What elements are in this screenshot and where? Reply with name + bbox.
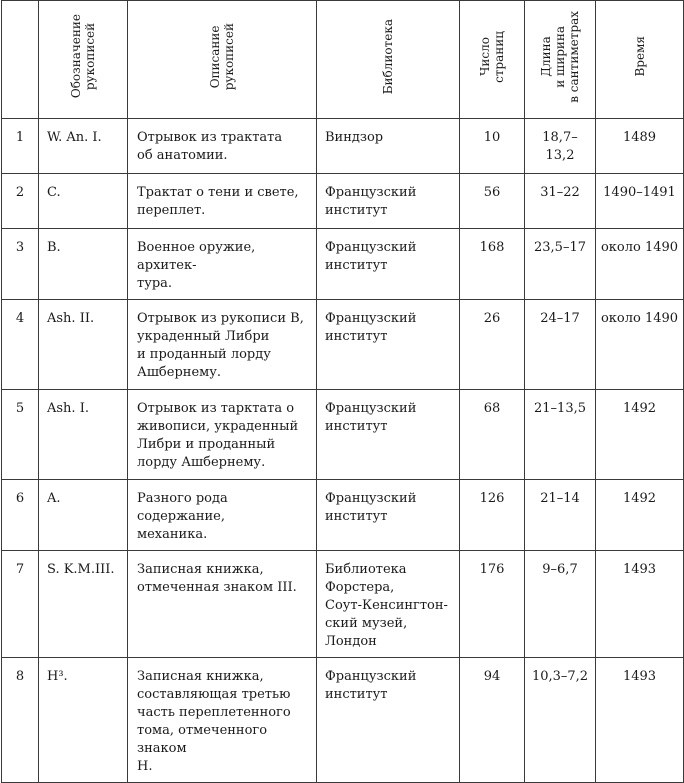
manuscript-description: Трактат о тени и свете, переплет. xyxy=(128,174,317,229)
table-row xyxy=(2,658,684,783)
manuscript-library: Французский институт xyxy=(317,658,460,783)
manuscript-library: Французский институт xyxy=(317,480,460,551)
manuscript-pages: 176 xyxy=(460,551,525,658)
manuscript-date: около 1490 xyxy=(596,229,684,300)
manuscript-library: Французский институт xyxy=(317,229,460,300)
manuscript-pages: 10 xyxy=(460,119,525,174)
manuscript-pages: 26 xyxy=(460,300,525,390)
row-number: 7 xyxy=(2,551,39,658)
manuscript-description: Военное оружие, архитек- тура. xyxy=(128,229,317,300)
manuscript-size: 31–22 xyxy=(525,174,596,229)
manuscript-description: Отрывок из тарктата о живописи, украденный Либри и проданный лорду Ашбернему. xyxy=(128,390,317,480)
header-library: Библиотека xyxy=(317,1,460,119)
table-row xyxy=(2,119,684,174)
table-row xyxy=(2,480,684,551)
manuscript-description: Записная книжка, составляющая третью часть переплетенного тома, отмеченного знаком H. xyxy=(128,658,317,783)
manuscript-code: Ash. I. xyxy=(39,390,128,480)
row-number: 6 xyxy=(2,480,39,551)
row-number: 1 xyxy=(2,119,39,174)
manuscript-size: 23,5–17 xyxy=(525,229,596,300)
manuscript-description: Разного рода содержание, механика. xyxy=(128,480,317,551)
manuscript-library: Французский институт xyxy=(317,390,460,480)
manuscript-library: Французский институт xyxy=(317,174,460,229)
manuscript-code: S. K.M.III. xyxy=(39,551,128,658)
manuscript-pages: 168 xyxy=(460,229,525,300)
manuscript-size: 10,3–7,2 xyxy=(525,658,596,783)
header-pages: Число страниц xyxy=(460,1,525,119)
manuscript-description: Отрывок из трактата об анатомии. xyxy=(128,119,317,174)
manuscript-code: C. xyxy=(39,174,128,229)
manuscript-code: A. xyxy=(39,480,128,551)
table-row xyxy=(2,300,684,390)
manuscript-code: Ash. II. xyxy=(39,300,128,390)
header-num xyxy=(2,1,39,119)
row-number: 4 xyxy=(2,300,39,390)
manuscript-date: 1492 xyxy=(596,390,684,480)
header-code: Обозначение рукописей xyxy=(39,1,128,119)
manuscript-pages: 56 xyxy=(460,174,525,229)
manuscript-library: Виндзор xyxy=(317,119,460,174)
table-row xyxy=(2,229,684,300)
manuscripts-table xyxy=(1,0,684,783)
manuscript-code: W. An. I. xyxy=(39,119,128,174)
row-number: 2 xyxy=(2,174,39,229)
table-row xyxy=(2,174,684,229)
header-date: Время xyxy=(596,1,684,119)
manuscript-size: 9–6,7 xyxy=(525,551,596,658)
manuscript-pages: 94 xyxy=(460,658,525,783)
manuscript-code: H³. xyxy=(39,658,128,783)
manuscript-date: 1489 xyxy=(596,119,684,174)
manuscript-date: 1492 xyxy=(596,480,684,551)
header-row xyxy=(2,1,684,119)
manuscript-date: 1493 xyxy=(596,658,684,783)
manuscript-size: 21–13,5 xyxy=(525,390,596,480)
manuscript-size: 21–14 xyxy=(525,480,596,551)
table-row xyxy=(2,390,684,480)
manuscript-code: B. xyxy=(39,229,128,300)
row-number: 3 xyxy=(2,229,39,300)
row-number: 8 xyxy=(2,658,39,783)
manuscript-date: 1493 xyxy=(596,551,684,658)
manuscript-date: 1490–1491 xyxy=(596,174,684,229)
manuscript-size: 24–17 xyxy=(525,300,596,390)
manuscript-description: Отрывок из рукописи B, украденный Либри и проданный лорду Ашбернему. xyxy=(128,300,317,390)
manuscript-library: Французский институт xyxy=(317,300,460,390)
header-size: Длина и ширина в сантиметрах xyxy=(525,1,596,119)
manuscript-date: около 1490 xyxy=(596,300,684,390)
manuscript-pages: 68 xyxy=(460,390,525,480)
manuscript-pages: 126 xyxy=(460,480,525,551)
manuscript-library: Библиотека Форстера, Соут-Кенсингтон- ский музей, Лондон xyxy=(317,551,460,658)
manuscript-size: 18,7– 13,2 xyxy=(525,119,596,174)
table-row xyxy=(2,551,684,658)
manuscript-description: Записная книжка, отмеченная знаком III. xyxy=(128,551,317,658)
header-description: Описание рукописей xyxy=(128,1,317,119)
row-number: 5 xyxy=(2,390,39,480)
